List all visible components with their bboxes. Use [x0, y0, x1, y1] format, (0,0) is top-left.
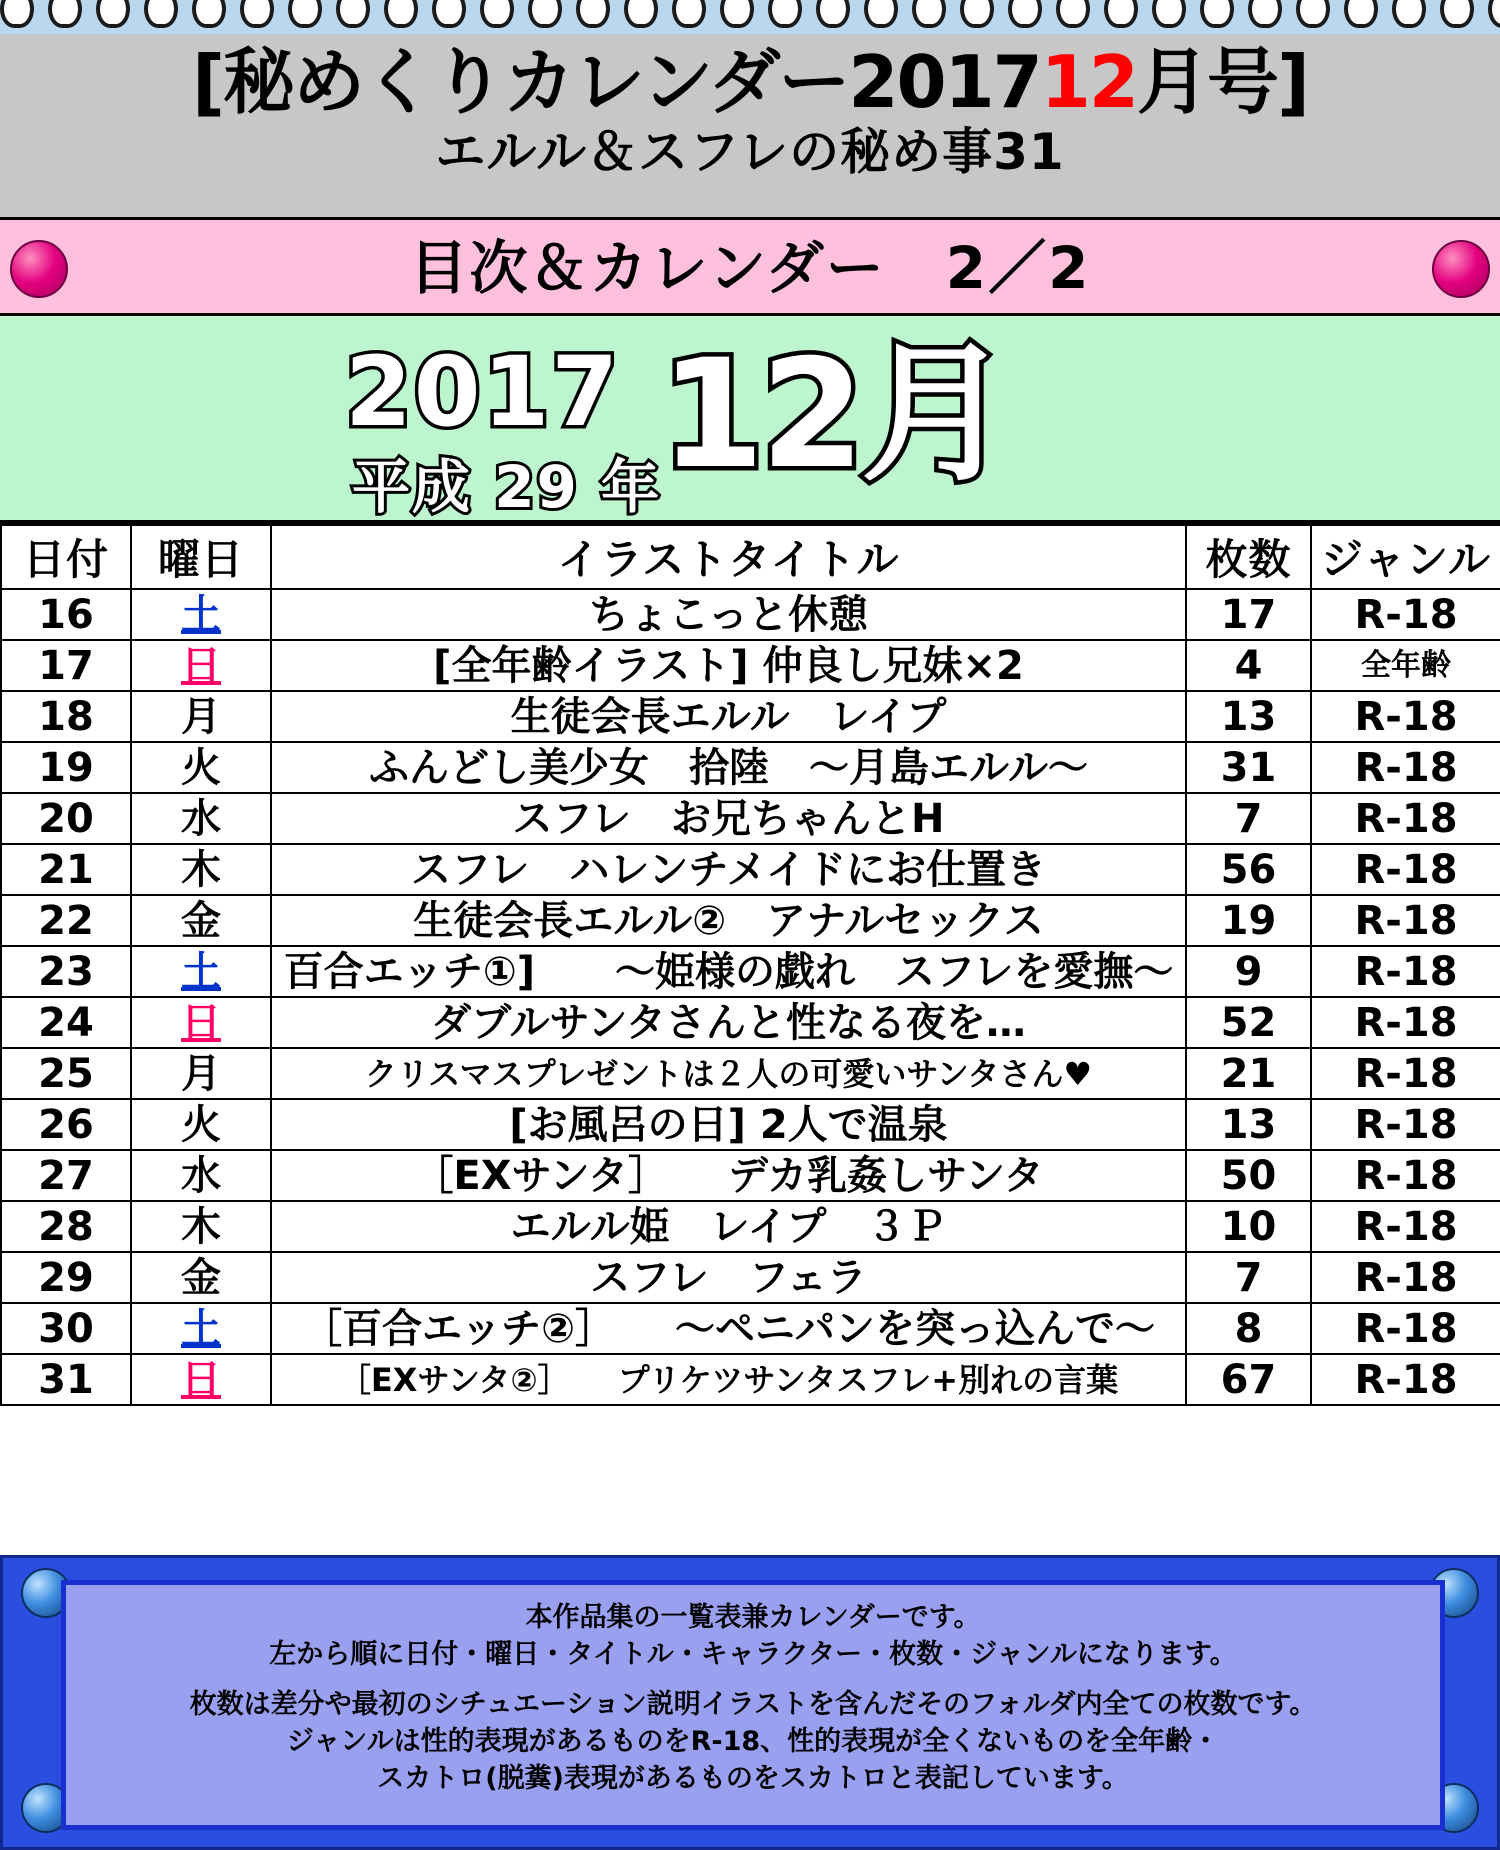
spiral-ring-icon [528, 0, 562, 28]
year-month-band [0, 316, 1500, 524]
era-label: 平成 29 年 [352, 453, 662, 521]
table-row [1, 742, 1500, 793]
cell-title: 生徒会長エルル② アナルセックス [271, 895, 1186, 946]
spiral-ring-icon [960, 0, 994, 28]
spiral-ring-icon [624, 0, 658, 28]
cell-title: ふんどし美少女 拾陸 〜月島エルル〜 [271, 742, 1186, 793]
spiral-ring-icon [1200, 0, 1234, 28]
col-header-dow: 曜日 [131, 525, 271, 589]
cell-date: 30 [1, 1303, 131, 1354]
dow-label: 金 [181, 897, 221, 944]
cell-title: ちょこっと休憩 [271, 589, 1186, 640]
title-prefix: [秘めくりカレンダー2017 [192, 40, 1041, 124]
month-label: 12月 [660, 328, 1007, 502]
table-row [1, 946, 1500, 997]
spiral-ring-icon [432, 0, 466, 28]
col-header-count: 枚数 [1186, 525, 1311, 589]
pin-right-icon [1432, 240, 1490, 298]
dow-label: 火 [181, 744, 221, 791]
cell-genre: R-18 [1311, 1150, 1500, 1201]
spiral-ring-icon [576, 0, 610, 28]
cell-count: 19 [1186, 895, 1311, 946]
cell-dow [131, 1201, 271, 1252]
spiral-ring-icon [336, 0, 370, 28]
spiral-ring-icon [240, 0, 274, 28]
cell-title: ［百合エッチ②］ 〜ペニパンを突っ込んで〜 [271, 1303, 1186, 1354]
page-subtitle: エルル＆スフレの秘め事31 [435, 122, 1065, 181]
calendar-table [0, 524, 1500, 1406]
cell-genre: R-18 [1311, 742, 1500, 793]
cell-count: 4 [1186, 640, 1311, 691]
table-row [1, 1303, 1500, 1354]
note-panel [0, 1555, 1500, 1850]
table-row [1, 895, 1500, 946]
cell-count: 8 [1186, 1303, 1311, 1354]
cell-count: 50 [1186, 1150, 1311, 1201]
spiral-ring-icon [1056, 0, 1090, 28]
note-line-4: ジャンルは性的表現があるものをR-18、性的表現が全くないものを全年齢・ [286, 1726, 1220, 1758]
title-month-number: 12 [1040, 40, 1137, 124]
cell-date: 31 [1, 1354, 131, 1405]
spiral-ring-icon [0, 0, 34, 28]
cell-count: 10 [1186, 1201, 1311, 1252]
dow-label: 日 [181, 999, 221, 1046]
toc-label: 目次＆カレンダー 2／2 [409, 234, 1091, 302]
cell-genre: 全年齢 [1311, 640, 1500, 691]
spiral-ring-icon [1392, 0, 1426, 28]
toc-band [0, 220, 1500, 316]
cell-count: 9 [1186, 946, 1311, 997]
table-row [1, 1252, 1500, 1303]
spiral-ring-icon [48, 0, 82, 28]
dow-label: 日 [181, 1356, 221, 1403]
dow-label: 水 [181, 1152, 221, 1199]
cell-title: スフレ フェラ [271, 1252, 1186, 1303]
table-row [1, 589, 1500, 640]
cell-dow [131, 844, 271, 895]
cell-dow [131, 589, 271, 640]
spiral-ring-icon [816, 0, 850, 28]
table-row [1, 793, 1500, 844]
table-row [1, 1150, 1500, 1201]
cell-genre: R-18 [1311, 1354, 1500, 1405]
dow-label: 日 [181, 642, 221, 689]
cell-date: 20 [1, 793, 131, 844]
cell-count: 7 [1186, 1252, 1311, 1303]
cell-dow [131, 997, 271, 1048]
cell-title: クリスマスプレゼントは２人の可愛いサンタさん♥ [271, 1048, 1186, 1099]
cell-date: 19 [1, 742, 131, 793]
cell-title: スフレ ハレンチメイドにお仕置き [271, 844, 1186, 895]
cell-dow [131, 640, 271, 691]
spiral-ring-icon [480, 0, 514, 28]
dow-label: 木 [181, 846, 221, 893]
cell-genre: R-18 [1311, 895, 1500, 946]
table-header-row [1, 525, 1500, 589]
cell-dow [131, 1099, 271, 1150]
year-label: 2017 [345, 336, 621, 448]
cell-genre: R-18 [1311, 1252, 1500, 1303]
cell-date: 18 [1, 691, 131, 742]
cell-count: 21 [1186, 1048, 1311, 1099]
cell-genre: R-18 [1311, 844, 1500, 895]
spiral-ring-icon [1296, 0, 1330, 28]
cell-genre: R-18 [1311, 1048, 1500, 1099]
spiral-ring-icon [768, 0, 802, 28]
col-header-genre: ジャンル [1311, 525, 1500, 589]
cell-date: 27 [1, 1150, 131, 1201]
col-header-title: イラストタイトル [271, 525, 1186, 589]
cell-count: 52 [1186, 997, 1311, 1048]
cell-date: 22 [1, 895, 131, 946]
note-inner [61, 1580, 1445, 1830]
cell-genre: R-18 [1311, 589, 1500, 640]
dow-label: 土 [181, 591, 221, 638]
cell-title: 百合エッチ①] 〜姫様の戯れ スフレを愛撫〜 [271, 946, 1186, 997]
cell-title: エルル姫 レイプ ３Ｐ [271, 1201, 1186, 1252]
spiral-ring-icon [288, 0, 322, 28]
cell-title: ［EXサンタ②］ プリケツサンタスフレ+別れの言葉 [271, 1354, 1186, 1405]
table-row [1, 844, 1500, 895]
page-title [0, 34, 1500, 125]
cell-genre: R-18 [1311, 946, 1500, 997]
dow-label: 土 [181, 1305, 221, 1352]
cell-genre: R-18 [1311, 1099, 1500, 1150]
spiral-ring-icon [912, 0, 946, 28]
cell-date: 25 [1, 1048, 131, 1099]
table-row [1, 1201, 1500, 1252]
cell-date: 24 [1, 997, 131, 1048]
table-body [1, 589, 1500, 1405]
cell-date: 26 [1, 1099, 131, 1150]
cell-dow [131, 895, 271, 946]
cell-title: スフレ お兄ちゃんとH [271, 793, 1186, 844]
dow-label: 金 [181, 1254, 221, 1301]
spiral-ring-icon [1488, 0, 1500, 28]
cell-genre: R-18 [1311, 1303, 1500, 1354]
spiral-ring-icon [96, 0, 130, 28]
cell-title: ［EXサンタ］ デカ乳姦しサンタ [271, 1150, 1186, 1201]
cell-date: 16 [1, 589, 131, 640]
spiral-ring-icon [144, 0, 178, 28]
cell-count: 31 [1186, 742, 1311, 793]
cell-dow [131, 793, 271, 844]
spiral-ring-icon [1152, 0, 1186, 28]
spiral-ring-icon [672, 0, 706, 28]
cell-dow [131, 1303, 271, 1354]
spiral-ring-icon [192, 0, 226, 28]
cell-date: 28 [1, 1201, 131, 1252]
dow-label: 月 [181, 693, 221, 740]
dow-label: 月 [181, 1050, 221, 1097]
table-row [1, 691, 1500, 742]
note-line-5: スカトロ(脱糞)表現があるものをスカトロと表記しています。 [377, 1763, 1129, 1795]
cell-genre: R-18 [1311, 793, 1500, 844]
cell-count: 13 [1186, 1099, 1311, 1150]
cell-date: 29 [1, 1252, 131, 1303]
table-row [1, 1099, 1500, 1150]
cell-count: 17 [1186, 589, 1311, 640]
title-band [0, 34, 1500, 220]
cell-count: 67 [1186, 1354, 1311, 1405]
calendar-table-wrap [0, 524, 1500, 1406]
table-row [1, 1354, 1500, 1405]
cell-title: 生徒会長エルル レイプ [271, 691, 1186, 742]
note-line-1: 本作品集の一覧表兼カレンダーです。 [525, 1602, 981, 1633]
cell-title: [全年齢イラスト] 仲良し兄妹×2 [271, 640, 1186, 691]
cell-date: 23 [1, 946, 131, 997]
cell-dow [131, 1150, 271, 1201]
dow-label: 木 [181, 1203, 221, 1250]
spiral-ring-icon [1104, 0, 1138, 28]
table-row [1, 997, 1500, 1048]
spiral-ring-icon [1008, 0, 1042, 28]
title-suffix: 月号] [1136, 40, 1308, 124]
cell-dow [131, 1252, 271, 1303]
cell-dow [131, 1048, 271, 1099]
table-row [1, 1048, 1500, 1099]
spiral-ring-icon [1440, 0, 1474, 28]
dow-label: 水 [181, 795, 221, 842]
spiral-ring-icon [1344, 0, 1378, 28]
dow-label: 土 [181, 948, 221, 995]
spiral-binding [0, 0, 1500, 37]
cell-dow [131, 1354, 271, 1405]
spiral-ring-icon [384, 0, 418, 28]
cell-genre: R-18 [1311, 691, 1500, 742]
col-header-date: 日付 [1, 525, 131, 589]
spiral-ring-icon [864, 0, 898, 28]
cell-count: 13 [1186, 691, 1311, 742]
cell-count: 7 [1186, 793, 1311, 844]
cell-genre: R-18 [1311, 997, 1500, 1048]
cell-date: 21 [1, 844, 131, 895]
cell-title: ダブルサンタさんと性なる夜を… [271, 997, 1186, 1048]
cell-dow [131, 691, 271, 742]
cell-dow [131, 946, 271, 997]
note-line-2: 左から順に日付・曜日・タイトル・キャラクター・枚数・ジャンルになります。 [269, 1639, 1237, 1671]
cell-dow [131, 742, 271, 793]
cell-date: 17 [1, 640, 131, 691]
pin-left-icon [10, 240, 68, 298]
spiral-ring-icon [720, 0, 754, 28]
dow-label: 火 [181, 1101, 221, 1148]
table-row [1, 640, 1500, 691]
cell-count: 56 [1186, 844, 1311, 895]
cell-genre: R-18 [1311, 1201, 1500, 1252]
spiral-ring-icon [1248, 0, 1282, 28]
note-line-3: 枚数は差分や最初のシチュエーション説明イラストを含んだそのフォルダ内全ての枚数です。 [189, 1689, 1317, 1721]
cell-title: [お風呂の日] 2人で温泉 [271, 1099, 1186, 1150]
